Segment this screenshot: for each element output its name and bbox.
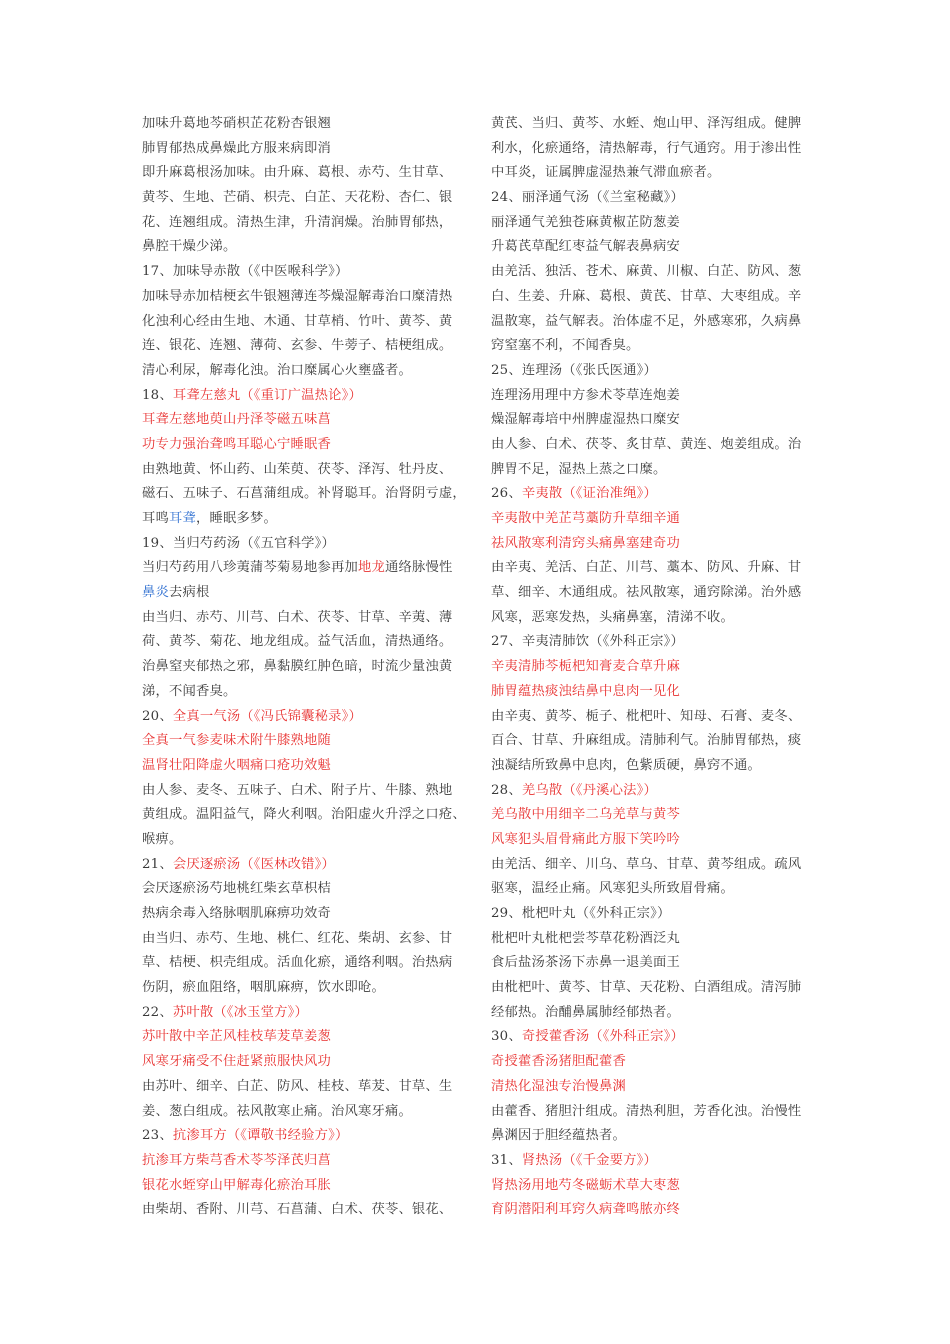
text-line bbox=[142, 803, 472, 828]
text-segment: 驱寒，温经止痛。风寒犯头所致眉骨痛。 bbox=[491, 881, 734, 897]
red-text-segment: 地龙 bbox=[357, 560, 385, 576]
red-text-segment: 羌乌散中用细辛二乌羌草与黄芩 bbox=[491, 807, 680, 823]
text-line bbox=[142, 754, 472, 779]
red-text-segment: 奇授藿香汤（《外科正宗》） bbox=[521, 1029, 684, 1045]
text-segment: 由羌活、独活、苍术、麻黄、川椒、白芷、防风、葱 bbox=[491, 264, 802, 280]
red-text-segment: 苏叶散中辛芷风桂枝荜茇草姜葱 bbox=[142, 1029, 331, 1045]
text-segment: 21、 bbox=[142, 856, 173, 872]
red-text-segment: 肺胃蕴热痰浊结鼻中息肉一见化 bbox=[491, 683, 680, 699]
red-text-segment: 辛夷散（《证治准绳》） bbox=[521, 486, 657, 502]
text-line bbox=[491, 408, 821, 433]
text-line bbox=[491, 532, 821, 557]
text-line bbox=[491, 779, 821, 804]
text-line bbox=[142, 951, 472, 976]
text-line bbox=[491, 902, 821, 927]
text-segment: 脾胃不足，湿热上蒸之口糜。 bbox=[491, 461, 667, 477]
text-line bbox=[491, 877, 821, 902]
text-segment: 23、 bbox=[142, 1128, 173, 1144]
text-line bbox=[491, 112, 821, 137]
text-segment: 荷、黄芩、菊花、地龙组成。益气活血，清热通络。 bbox=[142, 634, 453, 650]
text-line bbox=[491, 285, 821, 310]
text-segment: 升葛芪草配红枣益气解表鼻病安 bbox=[491, 239, 680, 255]
text-segment: 由当归、赤芍、川芎、白术、茯苓、甘草、辛荑、薄 bbox=[142, 609, 453, 625]
text-line bbox=[491, 1075, 821, 1100]
text-segment: 花、连翘组成。清热生津，升清润燥。治肺胃郁热， bbox=[142, 214, 453, 230]
text-line bbox=[491, 606, 821, 631]
text-line bbox=[491, 705, 821, 730]
text-segment: 枇杷叶丸枇杷尝芩草花粉酒泛丸 bbox=[491, 930, 680, 946]
text-segment: 治鼻窒夹郁热之邪，鼻黏膜红肿色暗，时流少量浊黄 bbox=[142, 659, 453, 675]
text-line bbox=[142, 1174, 472, 1199]
text-line bbox=[142, 828, 472, 853]
text-line bbox=[142, 556, 472, 581]
text-segment: 鼻渊因于胆经蕴热者。 bbox=[491, 1128, 626, 1144]
text-segment: 温散寒，益气解表。治体虚不足，外感寒邪，久病鼻 bbox=[491, 313, 802, 329]
text-segment: 29、枇杷叶丸（《外科正宗》） bbox=[491, 906, 671, 921]
text-segment: 肺胃郁热成鼻燥此方服来病即消 bbox=[142, 140, 331, 156]
text-segment: 连、银花、连翘、薄荷、玄参、牛蒡子、桔梗组成。 bbox=[142, 338, 453, 354]
red-text-segment: 会厌逐瘀汤（《医林改错》） bbox=[172, 856, 335, 872]
red-text-segment: 银花水蛭穿山甲解毒化瘀治耳胀 bbox=[142, 1177, 331, 1193]
text-line bbox=[142, 112, 472, 137]
text-line bbox=[491, 334, 821, 359]
text-segment: 由藿香、猪胆汁组成。清热利胆，芳香化浊。治慢性 bbox=[491, 1103, 802, 1119]
text-line bbox=[142, 359, 472, 384]
red-text-segment: 风寒牙痛受不住赶紧煎服快风功 bbox=[142, 1054, 331, 1070]
text-line bbox=[491, 1025, 821, 1050]
text-segment: 30、 bbox=[491, 1029, 522, 1045]
text-line bbox=[491, 260, 821, 285]
text-line bbox=[142, 260, 472, 285]
text-line bbox=[491, 433, 821, 458]
red-text-segment: 风寒犯头眉骨痛此方服下笑吟吟 bbox=[491, 831, 680, 847]
text-segment: 由羌活、细辛、川乌、草乌、甘草、黄芩组成。疏风 bbox=[491, 856, 802, 872]
text-line bbox=[491, 927, 821, 952]
text-segment: 20、 bbox=[142, 708, 173, 724]
right-column bbox=[491, 112, 821, 1223]
text-line bbox=[491, 1149, 821, 1174]
text-segment: 清心利尿，解毒化浊。治口糜属心火壅盛者。 bbox=[142, 362, 412, 378]
text-segment: 会厌逐瘀汤芍地桃红柴玄草枳桔 bbox=[142, 881, 331, 897]
text-line bbox=[142, 1100, 472, 1125]
text-line bbox=[142, 482, 472, 507]
text-line bbox=[142, 433, 472, 458]
text-line bbox=[491, 186, 821, 211]
text-segment: 草、桔梗、枳壳组成。活血化瘀，通络利咽。治热病 bbox=[142, 955, 453, 971]
text-line bbox=[142, 581, 472, 606]
text-segment: 27、辛夷清肺饮（《外科正宗》） bbox=[491, 634, 684, 650]
text-line bbox=[142, 334, 472, 359]
text-segment: 由人参、麦冬、五味子、白术、附子片、牛膝、熟地 bbox=[142, 782, 453, 798]
text-segment: 加味导赤加桔梗玄牛银翘薄连芩燥湿解毒治口糜清热 bbox=[142, 288, 453, 304]
red-text-segment: 肾热汤（《千金要方》） bbox=[521, 1152, 657, 1168]
text-line bbox=[142, 186, 472, 211]
text-line bbox=[491, 1100, 821, 1125]
text-segment: 22、 bbox=[142, 1004, 173, 1020]
blue-text-segment: 鼻炎 bbox=[142, 585, 169, 601]
text-line bbox=[142, 285, 472, 310]
red-text-segment: 育阴潜阳利耳窍久病聋鸣脓亦终 bbox=[491, 1202, 680, 1218]
red-text-segment: 抗渗耳方柴芎香术苓芩泽芪归菖 bbox=[142, 1152, 331, 1168]
text-segment: 中耳炎，证属脾虚湿热兼气滞血瘀者。 bbox=[491, 165, 721, 181]
text-line bbox=[142, 927, 472, 952]
text-line bbox=[142, 1075, 472, 1100]
text-line bbox=[142, 310, 472, 335]
text-segment: 耳鸣 bbox=[142, 511, 169, 526]
text-segment: 31、 bbox=[491, 1152, 522, 1168]
text-segment: 由当归、赤芍、生地、桃仁、红花、柴胡、玄参、甘 bbox=[142, 930, 453, 946]
red-text-segment: 羌乌散（《丹溪心法》） bbox=[521, 782, 657, 798]
text-line bbox=[491, 1198, 821, 1223]
blue-text-segment: 耳聋 bbox=[169, 511, 196, 526]
red-text-segment: 奇授藿香汤猪胆配藿香 bbox=[491, 1054, 626, 1070]
text-segment: 磁石、五味子、石菖蒲组成。补肾聪耳。治肾阴亏虚， bbox=[142, 486, 466, 502]
red-text-segment: 耳聋左慈地萸山丹泽苓磁五味菖 bbox=[142, 412, 331, 428]
text-segment: 由枇杷叶、黄芩、甘草、天花粉、白酒组成。清泻肺 bbox=[491, 980, 802, 996]
text-line bbox=[491, 556, 821, 581]
text-segment: 通络脉慢性 bbox=[384, 560, 453, 576]
text-line bbox=[142, 779, 472, 804]
text-line bbox=[142, 705, 472, 730]
text-line bbox=[142, 1001, 472, 1026]
text-line bbox=[142, 161, 472, 186]
text-line bbox=[142, 877, 472, 902]
text-line bbox=[142, 1050, 472, 1075]
text-segment: 连理汤用理中方参术苓草连炮姜 bbox=[491, 387, 680, 403]
text-line bbox=[142, 606, 472, 631]
text-line bbox=[142, 384, 472, 409]
text-line bbox=[142, 235, 472, 260]
text-segment: 食后盐汤茶汤下赤鼻一退美面王 bbox=[491, 955, 680, 971]
text-line bbox=[142, 458, 472, 483]
text-segment: 涕，不闻香臭。 bbox=[142, 683, 237, 699]
text-line bbox=[142, 976, 472, 1001]
text-segment: 浊凝结所致鼻中息肉，色紫质硬，鼻窍不通。 bbox=[491, 757, 761, 773]
text-segment: 窍窒塞不利，不闻香臭。 bbox=[491, 338, 640, 354]
text-line bbox=[491, 482, 821, 507]
left-column bbox=[142, 112, 472, 1223]
red-text-segment: 苏叶散（《冰玉堂方》） bbox=[172, 1004, 308, 1020]
text-segment: 经郁热。治酺鼻属肺经郁热者。 bbox=[491, 1004, 680, 1020]
text-segment: 即升麻葛根汤加味。由升麻、葛根、赤芍、生甘草、 bbox=[142, 165, 453, 181]
text-segment: 黄芩、生地、芒硝、枳壳、白芷、天花粉、杏仁、银 bbox=[142, 190, 453, 206]
text-line bbox=[491, 951, 821, 976]
text-line bbox=[142, 1149, 472, 1174]
text-line bbox=[491, 1124, 821, 1149]
text-line bbox=[491, 754, 821, 779]
text-segment: 黄组成。温阳益气，降火利咽。治阳虚火升浮之口疮、 bbox=[142, 807, 466, 823]
text-line bbox=[142, 507, 472, 532]
red-text-segment: 辛夷清肺芩栀杷知膏麦合草升麻 bbox=[491, 659, 680, 675]
text-segment: 18、 bbox=[142, 387, 173, 403]
text-segment: 鼻腔干燥少涕。 bbox=[142, 239, 237, 255]
red-text-segment: 功专力强治聋鸣耳聪心宁睡眠香 bbox=[142, 436, 331, 452]
text-segment: 利水，化瘀通络，清热解毒，行气通窍。用于渗出性 bbox=[491, 140, 802, 156]
text-segment: 25、连理汤（《张氏医通》） bbox=[491, 362, 657, 378]
text-line bbox=[142, 853, 472, 878]
text-line bbox=[491, 630, 821, 655]
text-segment: 由辛夷、羌活、白芷、川芎、藁本、防风、升麻、甘 bbox=[491, 560, 802, 576]
text-line bbox=[491, 581, 821, 606]
text-line bbox=[491, 310, 821, 335]
text-segment: 由柴胡、香附、川芎、石菖蒲、白术、茯苓、银花、 bbox=[142, 1202, 453, 1218]
red-text-segment: 肾热汤用地芍冬磁蛎术草大枣葱 bbox=[491, 1177, 680, 1193]
text-line bbox=[142, 1198, 472, 1223]
text-segment: 百合、甘草、升麻组成。清肺利气。治肺胃郁热，痰 bbox=[491, 733, 802, 749]
text-line bbox=[142, 655, 472, 680]
text-segment: 去病根 bbox=[169, 585, 210, 601]
red-text-segment: 温肾壮阳降虚火咽痛口疮功效魁 bbox=[142, 757, 331, 773]
text-segment: 热病余毒入络脉咽肌麻痹功效奇 bbox=[142, 906, 331, 921]
text-line bbox=[491, 1001, 821, 1026]
text-segment: 由苏叶、细辛、白芷、防风、桂枝、荜茇、甘草、生 bbox=[142, 1078, 453, 1094]
text-segment: 26、 bbox=[491, 486, 522, 502]
text-line bbox=[491, 359, 821, 384]
red-text-segment: 清热化湿浊专治慢鼻渊 bbox=[491, 1078, 626, 1094]
red-text-segment: 抗渗耳方（《谭敬书经验方》） bbox=[172, 1128, 349, 1144]
text-line bbox=[491, 211, 821, 236]
text-segment: 伤阴，瘀血阻络，咽肌麻痹，饮水即呛。 bbox=[142, 980, 385, 996]
text-line bbox=[491, 161, 821, 186]
text-line bbox=[491, 458, 821, 483]
text-line bbox=[491, 235, 821, 260]
text-segment: ，睡眠多梦。 bbox=[196, 511, 277, 526]
text-line bbox=[142, 902, 472, 927]
text-line bbox=[142, 1124, 472, 1149]
text-line bbox=[142, 532, 472, 557]
text-segment: 由辛夷、黄芩、栀子、枇杷叶、知母、石膏、麦冬、 bbox=[491, 708, 802, 724]
text-line bbox=[142, 211, 472, 236]
red-text-segment: 祛风散寒利清窍头痛鼻塞建奇功 bbox=[491, 535, 680, 551]
text-segment: 由熟地黄、怀山药、山茱萸、茯苓、泽泻、牡丹皮、 bbox=[142, 461, 453, 477]
text-line bbox=[491, 384, 821, 409]
text-segment: 风寒，恶寒发热，头痛鼻塞，清涕不收。 bbox=[491, 609, 734, 625]
text-line bbox=[491, 1174, 821, 1199]
text-line bbox=[142, 137, 472, 162]
text-segment: 姜、葱白组成。祛风散寒止痛。治风寒牙痛。 bbox=[142, 1103, 412, 1119]
text-segment: 由人参、白术、茯苓、炙甘草、黄连、炮姜组成。治 bbox=[491, 436, 802, 452]
text-line bbox=[491, 507, 821, 532]
text-line bbox=[142, 729, 472, 754]
text-segment: 加味升葛地芩硝枳芷花粉杏银翘 bbox=[142, 116, 331, 131]
text-line bbox=[142, 1025, 472, 1050]
text-segment: 当归芍药用八珍荑蒲芩菊易地参再加 bbox=[142, 560, 358, 576]
text-segment: 丽泽通气羌独苍麻黄椒芷防葱姜 bbox=[491, 214, 680, 230]
text-segment: 化浊利心经由生地、木通、甘草梢、竹叶、黄芩、黄 bbox=[142, 313, 453, 329]
text-line bbox=[491, 680, 821, 705]
text-line bbox=[491, 655, 821, 680]
text-segment: 喉痹。 bbox=[142, 831, 183, 847]
text-segment: 24、丽泽通气汤（《兰室秘藏》） bbox=[491, 190, 684, 206]
text-segment: 17、加味导赤散（《中医喉科学》） bbox=[142, 264, 349, 280]
text-line bbox=[142, 680, 472, 705]
text-line bbox=[142, 630, 472, 655]
text-line bbox=[491, 803, 821, 828]
text-line bbox=[142, 408, 472, 433]
red-text-segment: 全真一气参麦味术附牛膝熟地随 bbox=[142, 733, 331, 749]
text-segment: 28、 bbox=[491, 782, 522, 798]
text-line bbox=[491, 976, 821, 1001]
text-line bbox=[491, 828, 821, 853]
text-segment: 19、当归芍药汤（《五官科学》） bbox=[142, 535, 335, 551]
text-line bbox=[491, 1050, 821, 1075]
text-line bbox=[491, 137, 821, 162]
text-segment: 草、细辛、木通组成。祛风散寒，通窍除涕。治外感 bbox=[491, 585, 802, 601]
red-text-segment: 耳聋左慈丸（《重订广温热论》） bbox=[172, 387, 362, 403]
red-text-segment: 全真一气汤（《冯氏锦囊秘录》） bbox=[172, 708, 362, 724]
text-segment: 燥湿解毒培中州脾虚湿热口糜安 bbox=[491, 412, 680, 428]
red-text-segment: 辛夷散中羌芷芎藁防升草细辛通 bbox=[491, 511, 680, 526]
text-segment: 白、生姜、升麻、葛根、黄芪、甘草、大枣组成。辛 bbox=[491, 288, 802, 304]
text-line bbox=[491, 729, 821, 754]
text-segment: 黄芪、当归、黄芩、水蛭、炮山甲、泽泻组成。健脾 bbox=[491, 116, 802, 131]
text-line bbox=[491, 853, 821, 878]
